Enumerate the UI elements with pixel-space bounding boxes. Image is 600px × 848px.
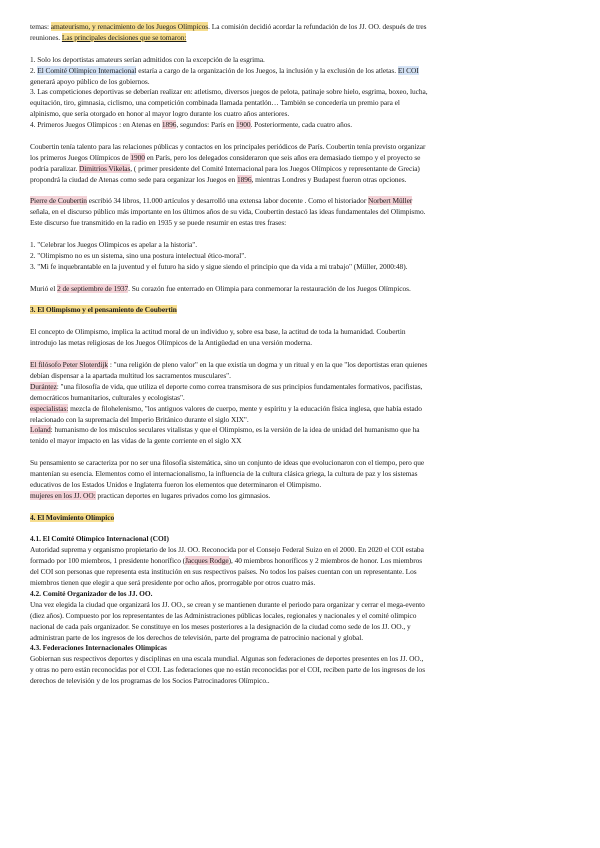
s3-p2-line3: educativos de los Estados Unidos e Inglaterra fueron los elementos que determinaron el Olimpismo.	[30, 479, 322, 489]
death-line: Murió el 2 de septiembre de 1937. Su corazón fue enterrado en Olimpia para conmemorar la restauración de los Juegos Olímpicos.	[30, 283, 411, 293]
quote-3: 3. "Mi fe inquebrantable en la juventud y el futuro ha sido y sigue siendo el principio que da vida a mi trabajo" (Müller, 2000:48).	[30, 261, 408, 271]
intro-line-1: temas: amateurismo, y renacimiento de los Juegos Olímpicos. La comisión decidió acordar la refundación de los JJ. OO. después de tres	[30, 22, 427, 31]
coubertin-p1-line1: Coubertin tenía talento para las relaciones públicas y contactos en los principales periódicos de París. Coubertin tenía previsto organizar	[30, 141, 426, 151]
s4-3-line3: derechos de televisión y de los programas de los Socios Patrocinadores Olímpico..	[30, 676, 270, 686]
decision-3-cont2: alpinismo, que sería otorgado en honor al mayor logro durante los cuatro años anteriores.	[30, 109, 290, 119]
philosopher-1-cont: debían dispensar a la apartada multitud los sacramentos musculares".	[30, 370, 231, 380]
decision-1: 1. Solo los deportistas amateurs serían admitidos con la excepción de la esgrima.	[30, 54, 265, 64]
subsection-4-1: 4.1. El Comité Olímpico Internacional (COI)	[30, 534, 169, 544]
s3-p2-line1: Su pensamiento se caracteriza por no ser una filosofía sistemática, sino un conjunto de ideas que evolucionaron con el tiempo, pero que	[30, 458, 425, 468]
highlight: Pierre de Coubertin	[30, 196, 87, 206]
s4-3-line1: Gobiernan sus respectivos deportes y disciplinas en una escala mundial. Algunas son federaciones de deportes presentes en los JJ. OO.,	[30, 654, 424, 664]
s4-1-line1: Autoridad suprema y organismo propietario de los JJ. OO. Reconocida por el Consejo Federal Suizo en el 2000. En 2020 el COI estaba	[30, 545, 424, 555]
coubertin-p1-line4: propondrá la ciudad de Atenas como sede para organizar los Juegos en 1896, mientras Londres y Budapest fueron otras opciones.	[30, 174, 407, 184]
s4-2-line2: (diez años). Compuesto por los representantes de las Administraciones públicas locales, regionales y nacionales y el comité olímpico	[30, 610, 417, 620]
philosopher-4-cont: tenido el mayor impacto en las vidas de la gente corriente en el siglo XX	[30, 436, 242, 446]
coubertin-p2-line3: Este discurso fue transmitido en la radio en 1935 y se puede resumir en estas tres frases:	[30, 218, 287, 228]
highlight: Norbert Müller	[368, 196, 413, 206]
s3-p2-line2: mantenían su esencia. Elementos como el internacionalismo, la influencia de la cultura clásica griega, la cultura de paz y los sistemas	[30, 469, 418, 479]
decision-4: 4. Primeros Juegos Olímpicos : en Atenas en 1896, segundos: París en 1900. Posteriormente, cada cuatro años.	[30, 120, 353, 130]
s3-p1-line1: El concepto de Olimpismo, implica la actitud moral de un individuo y, sobre esa base, la actitud de toda la humanidad. Coubertin	[30, 327, 406, 337]
highlight: El COI	[397, 65, 419, 75]
document-page	[30, 22, 574, 687]
philosopher-3: especialistas: mezcla de filohelenismo, "los antiguos valores de cuerpo, mente y espíritu y la educación física inglesa, que había estado	[30, 403, 422, 413]
quote-1: 1. "Celebrar los Juegos Olímpicos es apelar a la historia".	[30, 240, 198, 250]
coubertin-p2-line1: Pierre de Coubertin escribió 34 libros, 11.000 artículos y desarrolló una extensa labor docente . Como el historiador Norbert Müller	[30, 196, 413, 206]
decision-3-cont: equitación, tiro, gimnasia, ciclismo, una competición combinada llamada pentatlón… También se concedería un premio para el	[30, 98, 400, 108]
decision-2-cont: generará apoyo público de los gobiernos.	[30, 76, 150, 86]
decision-2: 2. El Comité Olímpico Internacional estaría a cargo de la organización de los Juegos, la inclusión y la exclusión de los atletas. El COI	[30, 65, 419, 75]
highlight: Dimitrios Vikelas	[78, 163, 131, 173]
highlight: 1900	[235, 120, 251, 130]
s3-p1-line2: introdujo las metas religiosas de los Juegos Olímpicos de la Antigüedad en una versión moderna.	[30, 338, 312, 348]
highlight: Jacques Rodge	[185, 556, 229, 566]
coubertin-p1-line3: podría paralizar. Dimitrios Vikelas, ( primer presidente del Comité Internacional para los Juegos Olímpicos y representante de Grecia)	[30, 163, 420, 173]
s4-1-line4: miembros tienen que elegir a que será presidente por ocho años, prorrogable por otros cuatro más.	[30, 578, 316, 588]
subsection-4-2: 4.2. Comité Organizador de los JJ. OO.	[30, 588, 153, 598]
s4-2-line3: nacional de cada país organizador. Se constituye en los meses posteriores a la designación de la ciudad como sede de los JJ. OO., y	[30, 621, 411, 631]
highlight: Loland	[30, 425, 51, 435]
intro-line-2: reuniones. Las principales decisiones que se tomaron:	[30, 32, 187, 42]
coubertin-p1-line2: los primeros Juegos Olímpicos de 1900 en París, pero los delegados consideraron que seis años era demasiado tiempo y el proyecto se	[30, 152, 421, 162]
philosopher-3-cont: relacionado con la supremacía del Imperio Británico durante el siglo XIX".	[30, 414, 249, 424]
highlight: Las principales decisiones que se tomaron:	[61, 32, 187, 42]
highlight: El filósofo Peter Sloterdijk	[30, 359, 109, 369]
highlight: amateurismo, y renacimiento de los Juegos Olímpicos	[50, 22, 209, 31]
s4-3-line2: y otras no pero están reconocidas por el COI. Las federaciones que no están reconocidas por el COI, reciben parte de los ingresos de los	[30, 665, 426, 675]
s4-1-line3: del COI son personas que representa esta institución en sus respectivos países. No todos los países cuentan con un representante. Los	[30, 567, 417, 577]
highlight: Durántez	[30, 381, 57, 391]
philosopher-4: Loland: humanismo de los músculos seculares vitalistas y que el Olimpismo, es la versión de la idea de unidad del humanismo que ha	[30, 425, 420, 435]
women-line: mujeres en los JJ. OO: practican deportes en lugares privados como los gimnasios.	[30, 490, 271, 500]
s4-1-line2: formado por 100 miembros, 1 presidente honorífico (Jacques Rodge), 40 miembros honoríficos y 2 miembros de honor. Los miembros	[30, 556, 423, 566]
philosopher-2: Durántez: "una filosofía de vida, que utiliza el deporte como correa transmisora de sus principios fundamentales formativos, pacifistas,	[30, 381, 423, 391]
quote-2: 2. "Olimpismo no es un sistema, sino una postura intelectual ético-moral".	[30, 250, 247, 260]
s4-2-line4: administran parte de los ingresos de los derechos de televisión, parte del programa de patrocinio nacional y global.	[30, 632, 364, 642]
highlight: 1900	[130, 152, 145, 162]
highlight: 1896	[161, 120, 177, 130]
philosopher-1: El filósofo Peter Sloterdijk : "una religión de pleno valor" en la que existía un dogma y un ritual y en la que "los deportistas eran quienes	[30, 359, 428, 369]
highlight: 1896	[236, 174, 252, 184]
section-4-title: 4. El Movimiento Olímpico	[30, 512, 115, 522]
highlight: 2 de septiembre de 1937	[57, 283, 129, 293]
section-3-title: 3. El Olimpismo y el pensamiento de Coubertin	[30, 305, 177, 315]
coubertin-p2-line2: señala, en el discurso público más importante en los últimos años de su vida, Coubertin destacó las ideas fundamentales del Olimpismo.	[30, 207, 426, 217]
highlight: mujeres en los JJ. OO:	[30, 490, 96, 500]
decision-3: 3. Las competiciones deportivas se deberían realizar en: atletismo, diversos juegos de pelota, patinaje sobre hielo, esgrima, boxeo, lucha,	[30, 87, 428, 97]
subsection-4-3: 4.3. Federaciones Internacionales Olímpicas	[30, 643, 167, 653]
highlight: El Comité Olímpico Internacional	[37, 65, 137, 75]
s4-2-line1: Una vez elegida la ciudad que organizará los JJ. OO., se crean y se mantienen durante el periodo para organizar y cerrar el mega-evento	[30, 599, 425, 609]
philosopher-2-cont: democráticos humanitarios, culturales y ecologistas".	[30, 392, 185, 402]
highlight: especialistas:	[30, 403, 69, 413]
